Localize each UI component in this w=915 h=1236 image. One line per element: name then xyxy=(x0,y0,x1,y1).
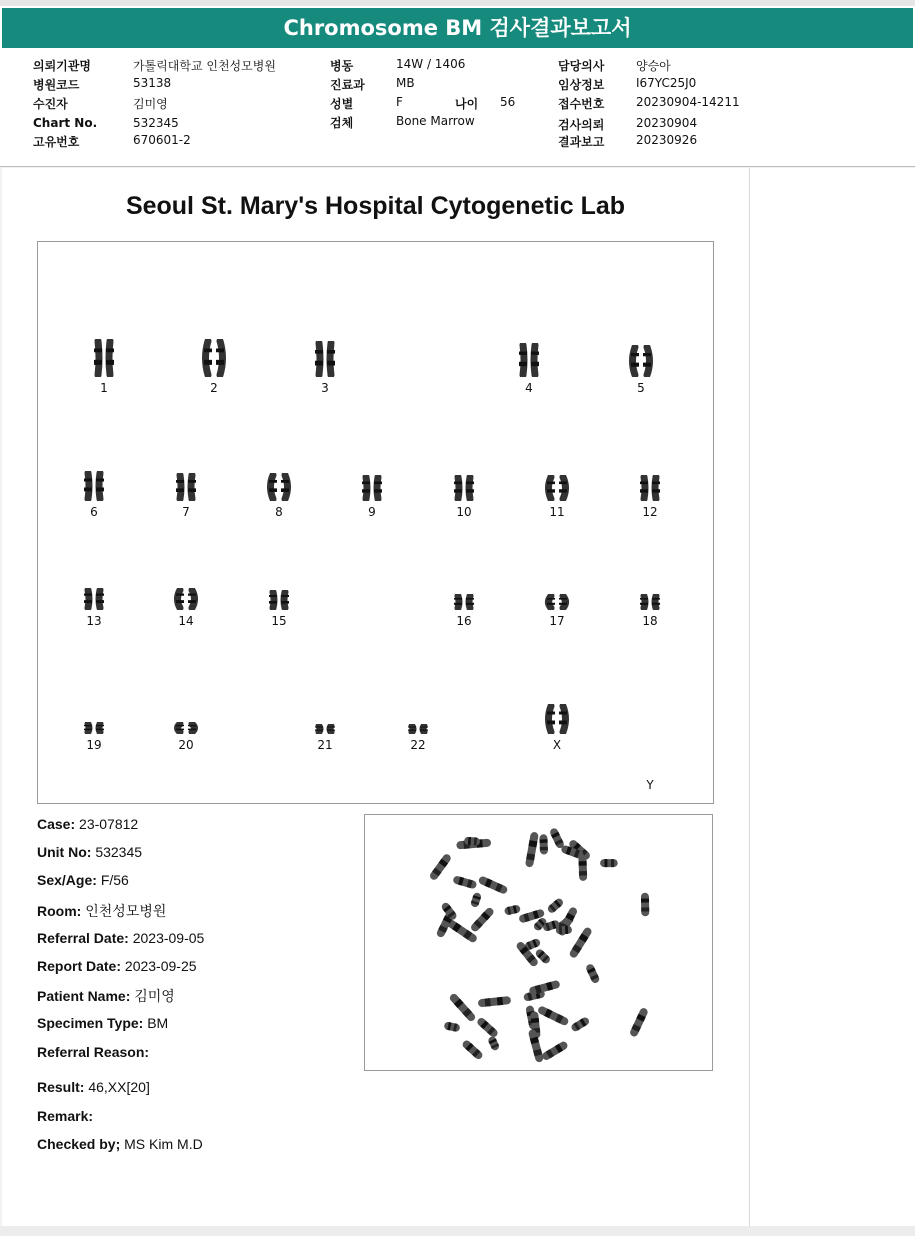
chromosome-label: 4 xyxy=(525,381,533,395)
remark-field: Remark: xyxy=(37,1108,94,1124)
chromosome-pair-icon xyxy=(164,722,208,734)
specimen-type-field: Specimen Type: BM xyxy=(37,1015,169,1031)
sex-age-field: Sex/Age: F/56 xyxy=(37,872,129,888)
metaphase-chromosome xyxy=(487,1035,500,1051)
chromosome-6 xyxy=(64,471,124,519)
field-label: 병동 xyxy=(330,59,354,73)
chromosome-4 xyxy=(499,343,559,395)
metaphase-chromosome xyxy=(546,897,564,914)
metaphase-chromosome xyxy=(476,1016,499,1038)
right-margin-pane xyxy=(750,168,915,1226)
chromosome-label: 1 xyxy=(100,381,108,395)
chromosome-label: 18 xyxy=(642,614,658,628)
metaphase-chromosome xyxy=(478,996,512,1007)
metaphase-chromosome xyxy=(428,853,452,882)
metaphase-chromosome xyxy=(443,1021,460,1032)
chromosome-19 xyxy=(64,722,124,752)
chromosome-11 xyxy=(527,475,587,519)
metaphase-chromosome xyxy=(541,1040,569,1061)
metaphase-chromosome xyxy=(600,859,618,867)
chromosome-label: 14 xyxy=(178,614,194,628)
chromosome-pair-icon xyxy=(303,341,347,377)
chromosome-pair-icon xyxy=(72,471,116,501)
metaphase-image xyxy=(364,814,713,1071)
chromosome-pair-icon xyxy=(442,594,486,610)
field-value: 56 xyxy=(500,95,516,109)
chromosome-7 xyxy=(156,473,216,519)
field-value: 20230926 xyxy=(636,133,698,147)
chromosome-13 xyxy=(64,588,124,628)
result-field: Result: 46,XX[20] xyxy=(37,1079,150,1095)
room-field: Room: 인천성모병원 xyxy=(37,903,167,919)
chromosome-8 xyxy=(249,473,309,519)
metaphase-chromosome xyxy=(478,875,509,895)
metaphase-chromosome xyxy=(452,875,477,889)
chromosome-pair-icon xyxy=(442,475,486,501)
field-label: 성별 xyxy=(330,97,354,111)
chromosome-label: 16 xyxy=(456,614,472,628)
metaphase-chromosome xyxy=(464,837,480,846)
metaphase-chromosome xyxy=(528,1029,544,1063)
report-title: Chromosome BM 검사결과보고서 xyxy=(2,8,913,48)
field-label: 검사의뢰 xyxy=(558,118,605,132)
report-body xyxy=(2,168,750,1226)
field-label: 병원코드 xyxy=(33,78,80,92)
chromosome-label: 20 xyxy=(178,738,194,752)
chromosome-label: 8 xyxy=(275,505,283,519)
chromosome-label: 13 xyxy=(86,614,102,628)
chromosome-pair-icon xyxy=(192,339,236,377)
patient-name-field: Patient Name: 김미영 xyxy=(37,988,175,1004)
field-label: Chart No. xyxy=(33,116,98,130)
chromosome-2 xyxy=(184,339,244,395)
chromosome-pair-icon xyxy=(535,594,579,610)
chromosome-pair-icon xyxy=(72,722,116,734)
chromosome-y xyxy=(620,734,680,792)
field-label: 접수번호 xyxy=(558,97,605,111)
metaphase-chromosome xyxy=(629,1007,649,1038)
metaphase-chromosome xyxy=(641,893,649,917)
field-value: I67YC25J0 xyxy=(636,76,697,90)
metaphase-chromosome xyxy=(539,834,548,854)
report-date-field: Report Date: 2023-09-25 xyxy=(37,958,197,974)
unit-field: Unit No: 532345 xyxy=(37,844,143,860)
chromosome-20 xyxy=(156,722,216,752)
metaphase-chromosome xyxy=(537,1005,570,1026)
field-label: 검체 xyxy=(330,116,354,130)
field-value: Bone Marrow xyxy=(396,114,475,128)
chromosome-label: X xyxy=(552,738,562,752)
chromosome-pair-icon xyxy=(396,724,440,734)
field-label: 담당의사 xyxy=(558,59,605,73)
chromosome-label: 10 xyxy=(456,505,472,519)
bottom-border xyxy=(0,1226,915,1236)
metaphase-chromosome xyxy=(585,963,601,984)
metaphase-chromosome xyxy=(549,827,565,849)
field-label: 진료과 xyxy=(330,78,365,92)
metaphase-chromosome xyxy=(470,892,482,908)
chromosome-label: 6 xyxy=(90,505,98,519)
field-value: 20230904 xyxy=(636,116,698,130)
chromosome-15 xyxy=(249,590,309,628)
checked-by-field: Checked by; MS Kim M.D xyxy=(37,1136,203,1152)
referral-date-field: Referral Date: 2023-09-05 xyxy=(37,930,205,946)
field-value: 53138 xyxy=(133,76,172,90)
field-value: 가톨릭대학교 인천성모병원 xyxy=(133,59,276,73)
chromosome-label: 15 xyxy=(271,614,287,628)
field-label: 나이 xyxy=(455,97,479,111)
field-label: 임상정보 xyxy=(558,78,605,92)
field-value: 20230904-14211 xyxy=(636,95,740,109)
field-value: 532345 xyxy=(133,116,179,130)
field-label: 수진자 xyxy=(33,97,68,111)
field-value: 김미영 xyxy=(133,97,168,111)
chromosome-label: 3 xyxy=(321,381,329,395)
chromosome-label: 19 xyxy=(86,738,102,752)
chromosome-10 xyxy=(434,475,494,519)
metaphase-chromosome xyxy=(469,906,495,933)
chromosome-9 xyxy=(342,475,402,519)
chromosome-14 xyxy=(156,588,216,628)
field-value: 670601-2 xyxy=(133,133,191,147)
chromosome-17 xyxy=(527,594,587,628)
chromosome-label: 2 xyxy=(210,381,218,395)
chromosome-pair-icon xyxy=(619,345,663,377)
referral-reason-field: Referral Reason: xyxy=(37,1044,150,1060)
field-label: 결과보고 xyxy=(558,135,605,149)
metaphase-chromosome xyxy=(448,992,476,1022)
metaphase-chromosome xyxy=(461,1039,484,1061)
chromosome-pair-icon xyxy=(535,475,579,501)
chromosome-label: 5 xyxy=(637,381,645,395)
chromosome-label: Y xyxy=(646,778,654,792)
chromosome-label: 21 xyxy=(317,738,333,752)
field-value: 14W / 1406 xyxy=(396,57,466,71)
field-label: 고유번호 xyxy=(33,135,80,149)
metaphase-chromosome xyxy=(525,831,539,867)
chromosome-22 xyxy=(388,724,448,752)
field-value: MB xyxy=(396,76,415,90)
metaphase-chromosome xyxy=(504,904,521,915)
metaphase-chromosome xyxy=(568,926,593,959)
chromosome-12 xyxy=(620,475,680,519)
chromosome-pair-icon xyxy=(82,339,126,377)
chromosome-1 xyxy=(74,339,134,395)
chromosome-16 xyxy=(434,594,494,628)
metaphase-spread xyxy=(365,815,712,1070)
chromosome-pair-icon xyxy=(628,475,672,501)
chromosome-pair-icon xyxy=(257,473,301,501)
chromosome-pair-icon xyxy=(628,594,672,610)
chromosome-5 xyxy=(611,345,671,395)
chromosome-pair-icon xyxy=(507,343,551,377)
karyogram xyxy=(37,241,714,804)
chromosome-x xyxy=(527,704,587,752)
case-field: Case: 23-07812 xyxy=(37,816,139,832)
chromosome-label: 17 xyxy=(549,614,565,628)
chromosome-pair-icon xyxy=(535,704,579,734)
chromosome-pair-icon xyxy=(164,588,208,610)
chromosome-pair-icon xyxy=(164,473,208,501)
chromosome-pair-icon xyxy=(257,590,301,610)
field-value: F xyxy=(396,95,403,109)
chromosome-3 xyxy=(295,341,355,395)
metaphase-chromosome xyxy=(570,1016,590,1033)
chromosome-pair-icon xyxy=(72,588,116,610)
chromosome-18 xyxy=(620,594,680,628)
lab-title: Seoul St. Mary's Hospital Cytogenetic Lab xyxy=(125,192,626,220)
chromosome-label: 22 xyxy=(410,738,426,752)
chromosome-label: 9 xyxy=(368,505,376,519)
chromosome-label: 11 xyxy=(549,505,565,519)
chromosome-label: 7 xyxy=(182,505,190,519)
chromosome-pair-icon xyxy=(350,475,394,501)
field-label: 의뢰기관명 xyxy=(33,59,91,73)
chromosome-pair-icon xyxy=(303,724,347,734)
chromosome-label: 12 xyxy=(642,505,658,519)
chromosome-21 xyxy=(295,724,355,752)
field-value: 양승아 xyxy=(636,59,671,73)
